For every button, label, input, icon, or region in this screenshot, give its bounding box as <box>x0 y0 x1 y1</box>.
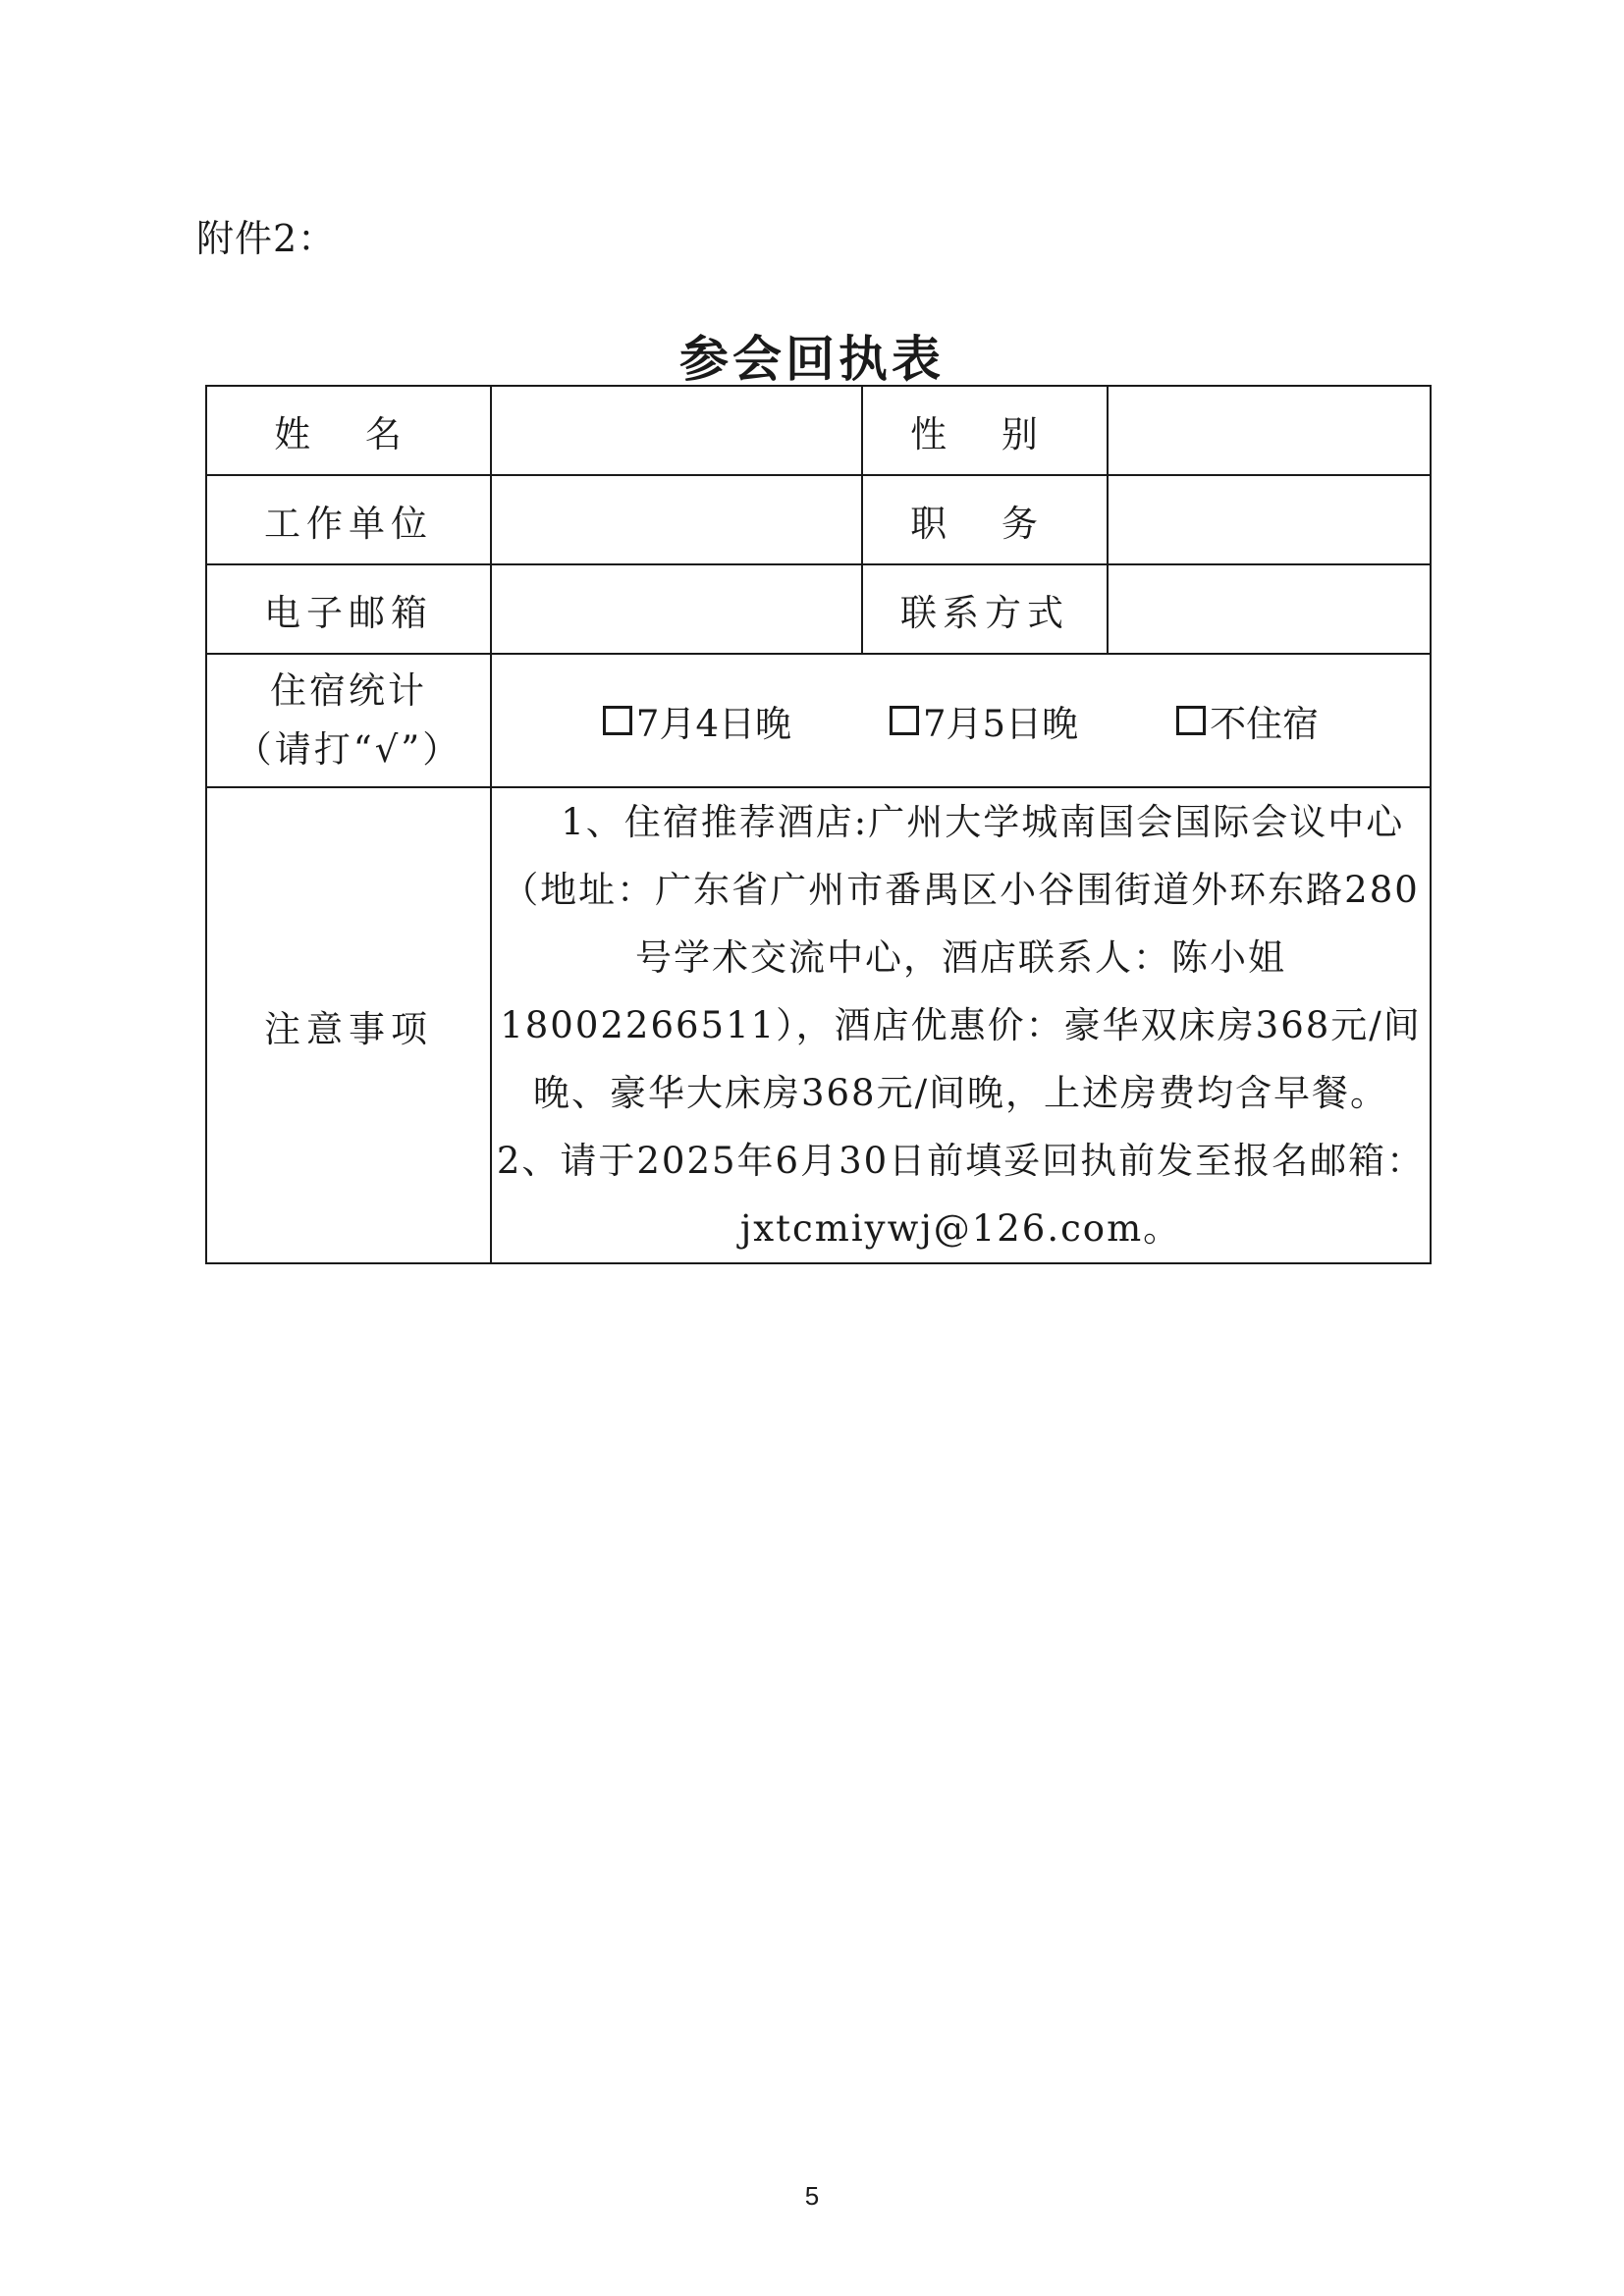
checkbox-icon[interactable] <box>1176 706 1206 735</box>
note-deadline: 2、请于2025年6月30日前填妥回执前发至报名邮箱：jxtcmiywj@126.com。 <box>496 1140 1426 1250</box>
notes-content <box>491 787 1431 1263</box>
position-label: 职 务 <box>862 475 1108 564</box>
lodging-label <box>206 654 491 787</box>
work-unit-field[interactable] <box>491 475 862 564</box>
table-row <box>206 787 1431 1263</box>
position-field[interactable] <box>1108 475 1431 564</box>
work-unit-label: 工作单位 <box>206 475 491 564</box>
table-row <box>206 475 1431 564</box>
table-row <box>206 386 1431 475</box>
lodging-option-none[interactable] <box>1176 694 1319 747</box>
registration-form-table <box>205 385 1432 1264</box>
name-label: 姓 名 <box>206 386 491 475</box>
page-number: 5 <box>804 2181 820 2211</box>
lodging-option-label: 7月4日晚 <box>635 703 791 745</box>
note-hotel: 1、住宿推荐酒店:广州大学城南国会国际会议中心（地址：广东省广州市番禺区小谷围街道外环东路280号学术交流中心，酒店联系人：陈小姐 18002266511），酒店优惠价：豪华双床房368元/间晚、豪华大床房368元/间晚，上述房费均含早餐。 <box>500 801 1422 1114</box>
email-label: 电子邮箱 <box>206 564 491 654</box>
contact-label: 联系方式 <box>862 564 1108 654</box>
contact-field[interactable] <box>1108 564 1431 654</box>
lodging-options-cell <box>491 654 1431 787</box>
lodging-option-label: 不住宿 <box>1210 703 1320 745</box>
lodging-label-line1: 住宿统计 <box>270 669 427 712</box>
table-row <box>206 564 1431 654</box>
form-title: 参会回执表 <box>679 330 945 388</box>
lodging-option-jul5[interactable] <box>890 694 1078 747</box>
lodging-option-jul4[interactable] <box>603 694 791 747</box>
checkbox-icon[interactable] <box>603 706 632 735</box>
attachment-label: 附件2： <box>196 217 337 260</box>
email-field[interactable] <box>491 564 862 654</box>
table-row <box>206 654 1431 787</box>
name-field[interactable] <box>491 386 862 475</box>
lodging-options <box>492 694 1430 747</box>
lodging-option-label: 7月5日晚 <box>923 703 1079 745</box>
checkbox-icon[interactable] <box>890 706 919 735</box>
notes-label: 注意事项 <box>206 787 491 1263</box>
gender-label: 性 别 <box>862 386 1108 475</box>
lodging-label-line2: （请打“√”） <box>235 728 462 771</box>
gender-field[interactable] <box>1108 386 1431 475</box>
